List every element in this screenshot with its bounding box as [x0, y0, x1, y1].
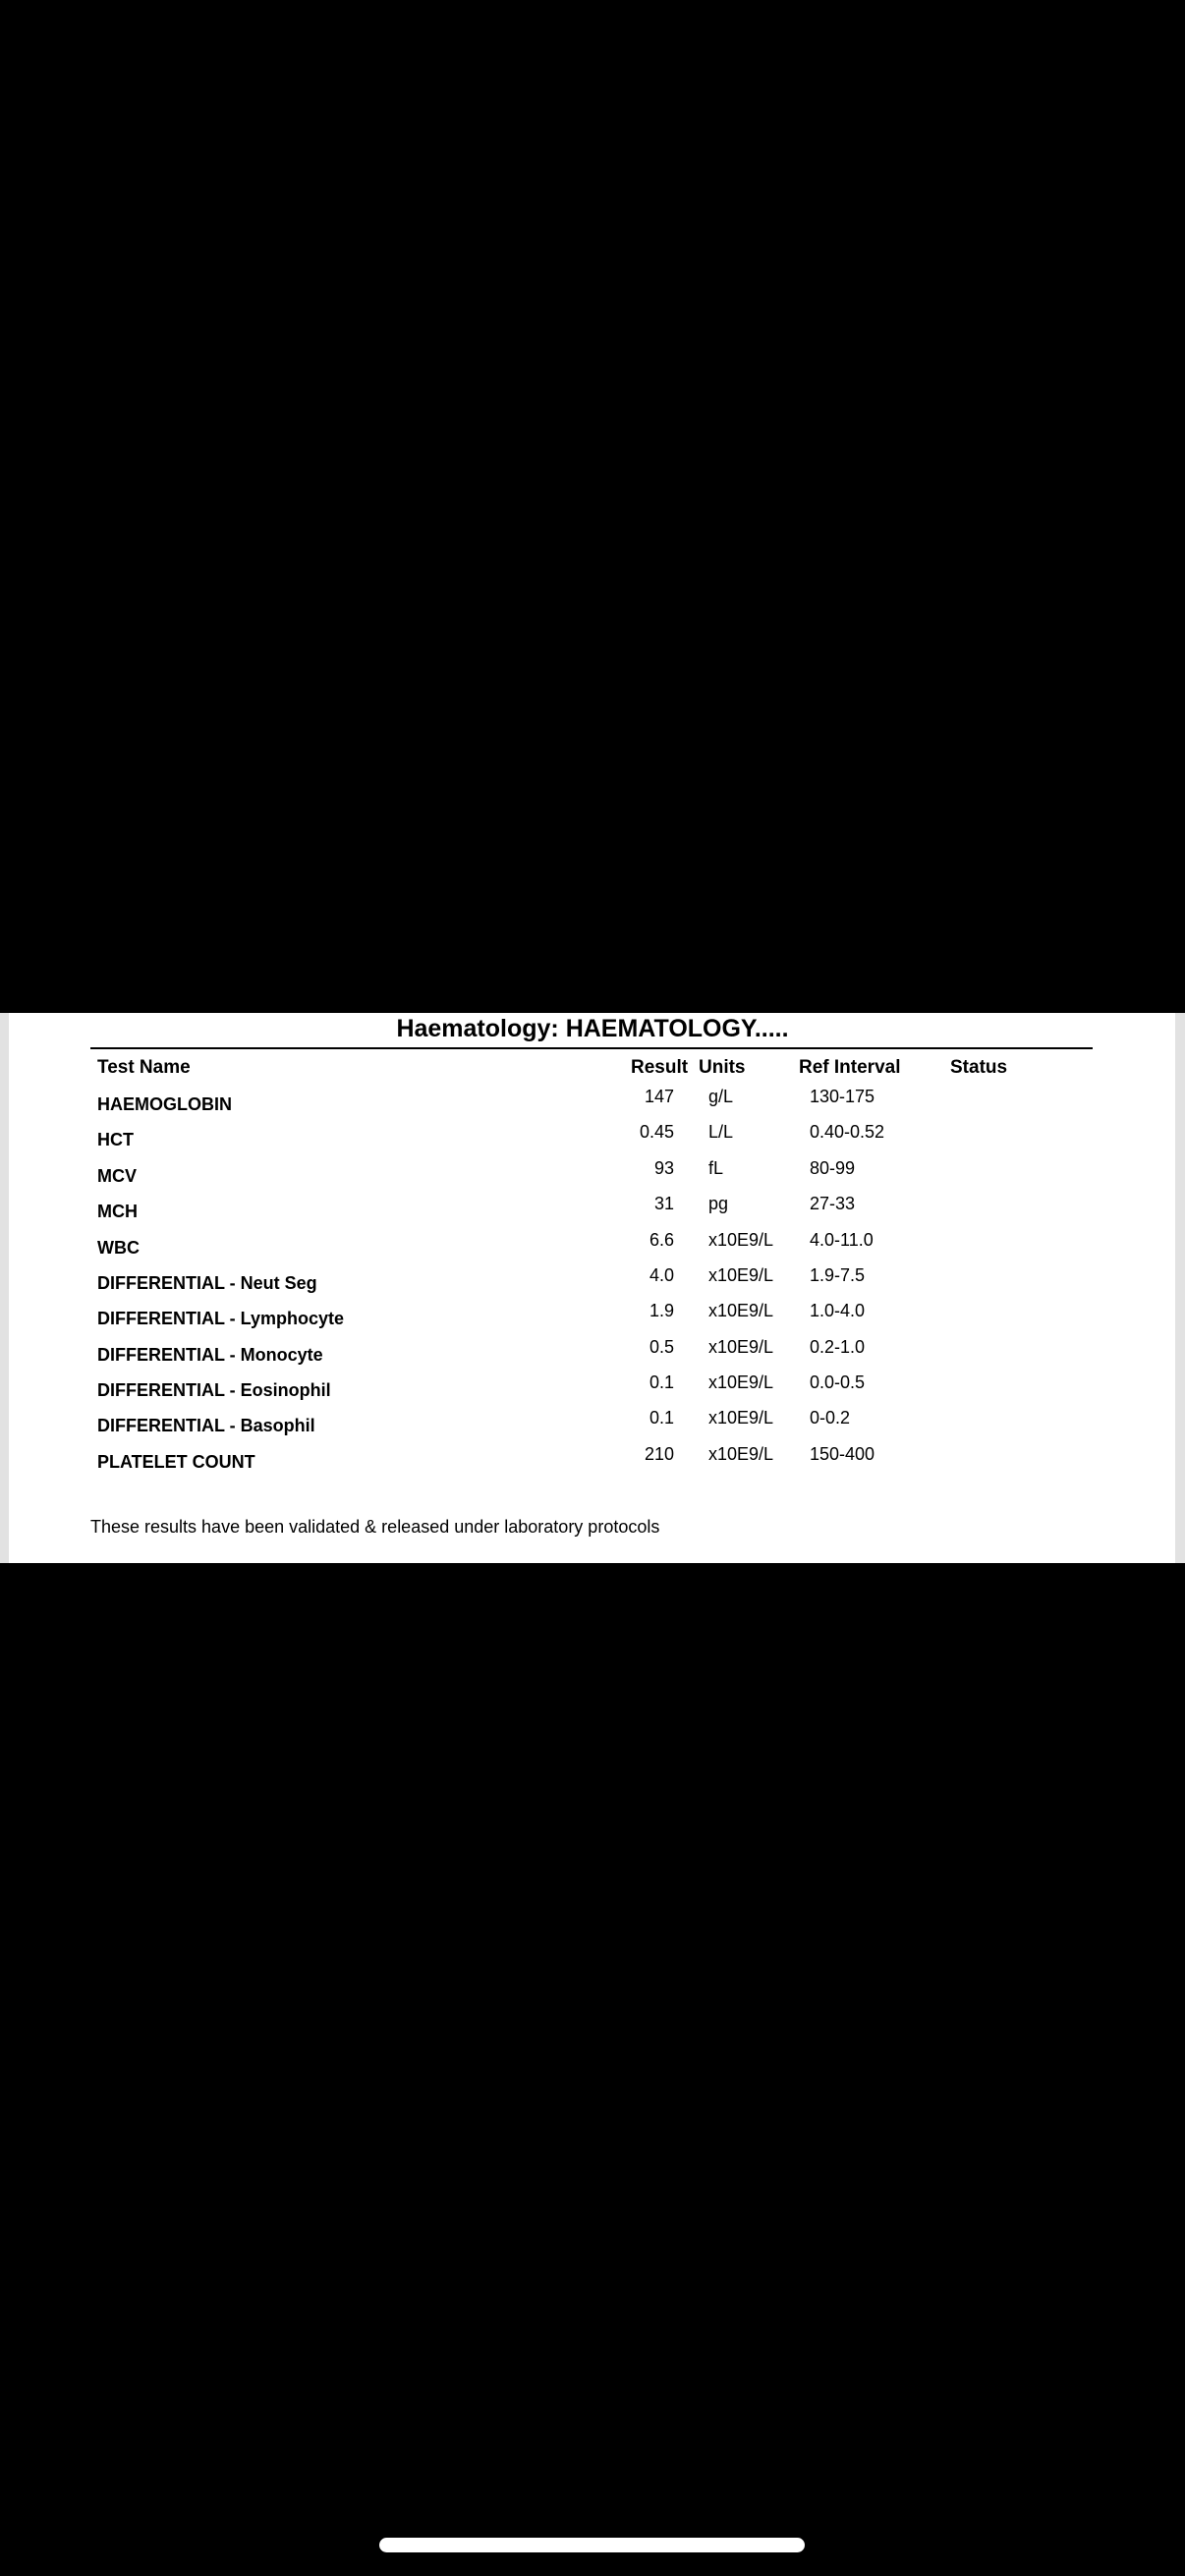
report-sheet: [0, 1013, 1185, 1563]
result-units: x10E9/L: [708, 1337, 774, 1357]
ref-interval: 150-400: [810, 1444, 875, 1464]
result-value: 31: [653, 1194, 674, 1213]
ref-interval: 0.40-0.52: [810, 1122, 885, 1142]
result-units: L/L: [708, 1122, 734, 1142]
table-row: [0, 1121, 1185, 1156]
result-value: 4.0: [649, 1265, 674, 1285]
test-name: MCV: [97, 1166, 137, 1186]
ref-interval: 130-175: [810, 1087, 875, 1106]
test-name: WBC: [97, 1238, 140, 1258]
column-header-status: Status: [950, 1057, 1008, 1078]
result-value: 1.9: [649, 1301, 674, 1320]
result-units: fL: [708, 1158, 724, 1178]
test-name: PLATELET COUNT: [97, 1452, 255, 1472]
ref-interval: 1.0-4.0: [810, 1301, 866, 1320]
table-row: [0, 1336, 1185, 1372]
result-units: x10E9/L: [708, 1265, 774, 1285]
table-row: [0, 1372, 1185, 1407]
result-units: x10E9/L: [708, 1230, 774, 1250]
result-units: x10E9/L: [708, 1372, 774, 1392]
test-name: DIFFERENTIAL - Eosinophil: [97, 1380, 331, 1400]
ref-interval: 80-99: [810, 1158, 856, 1178]
table-row: [0, 1264, 1185, 1300]
test-name: DIFFERENTIAL - Lymphocyte: [97, 1309, 345, 1328]
ref-interval: 0-0.2: [810, 1408, 851, 1428]
table-row: [0, 1407, 1185, 1442]
home-indicator[interactable]: [379, 2538, 805, 2552]
result-units: pg: [708, 1194, 729, 1213]
table-row: [0, 1193, 1185, 1228]
result-units: g/L: [708, 1087, 734, 1106]
table-row: [0, 1086, 1185, 1121]
column-header-ref-interval: Ref Interval: [799, 1057, 901, 1078]
table-row: [0, 1229, 1185, 1264]
test-name: DIFFERENTIAL - Monocyte: [97, 1345, 323, 1365]
test-name: DIFFERENTIAL - Neut Seg: [97, 1273, 317, 1293]
table-row: [0, 1157, 1185, 1193]
result-units: x10E9/L: [708, 1301, 774, 1320]
validation-note: These results have been validated & released under laboratory protocols: [90, 1517, 660, 1537]
result-value: 6.6: [649, 1230, 674, 1250]
report-title: Haematology: HAEMATOLOGY.....: [396, 1015, 789, 1042]
column-header-result: Result: [631, 1057, 689, 1078]
ref-interval: 0.0-0.5: [810, 1372, 866, 1392]
test-name: HAEMOGLOBIN: [97, 1094, 232, 1114]
result-value: 0.5: [649, 1337, 674, 1357]
result-units: x10E9/L: [708, 1444, 774, 1464]
result-value: 147: [644, 1087, 674, 1106]
table-row: [0, 1443, 1185, 1479]
test-name: DIFFERENTIAL - Basophil: [97, 1416, 315, 1435]
ref-interval: 1.9-7.5: [810, 1265, 866, 1285]
result-value: 0.1: [649, 1372, 674, 1392]
table-row: [0, 1300, 1185, 1335]
result-units: x10E9/L: [708, 1408, 774, 1428]
result-value: 93: [653, 1158, 674, 1178]
ref-interval: 27-33: [810, 1194, 856, 1213]
column-header-test-name: Test Name: [97, 1057, 191, 1078]
test-name: HCT: [97, 1130, 134, 1149]
result-value: 0.1: [649, 1408, 674, 1428]
ref-interval: 4.0-11.0: [810, 1230, 874, 1250]
test-name: MCH: [97, 1202, 138, 1221]
column-header-units: Units: [699, 1057, 746, 1078]
result-value: 0.45: [639, 1122, 674, 1142]
ref-interval: 0.2-1.0: [810, 1337, 866, 1357]
title-divider: [90, 1047, 1093, 1049]
result-value: 210: [644, 1444, 674, 1464]
